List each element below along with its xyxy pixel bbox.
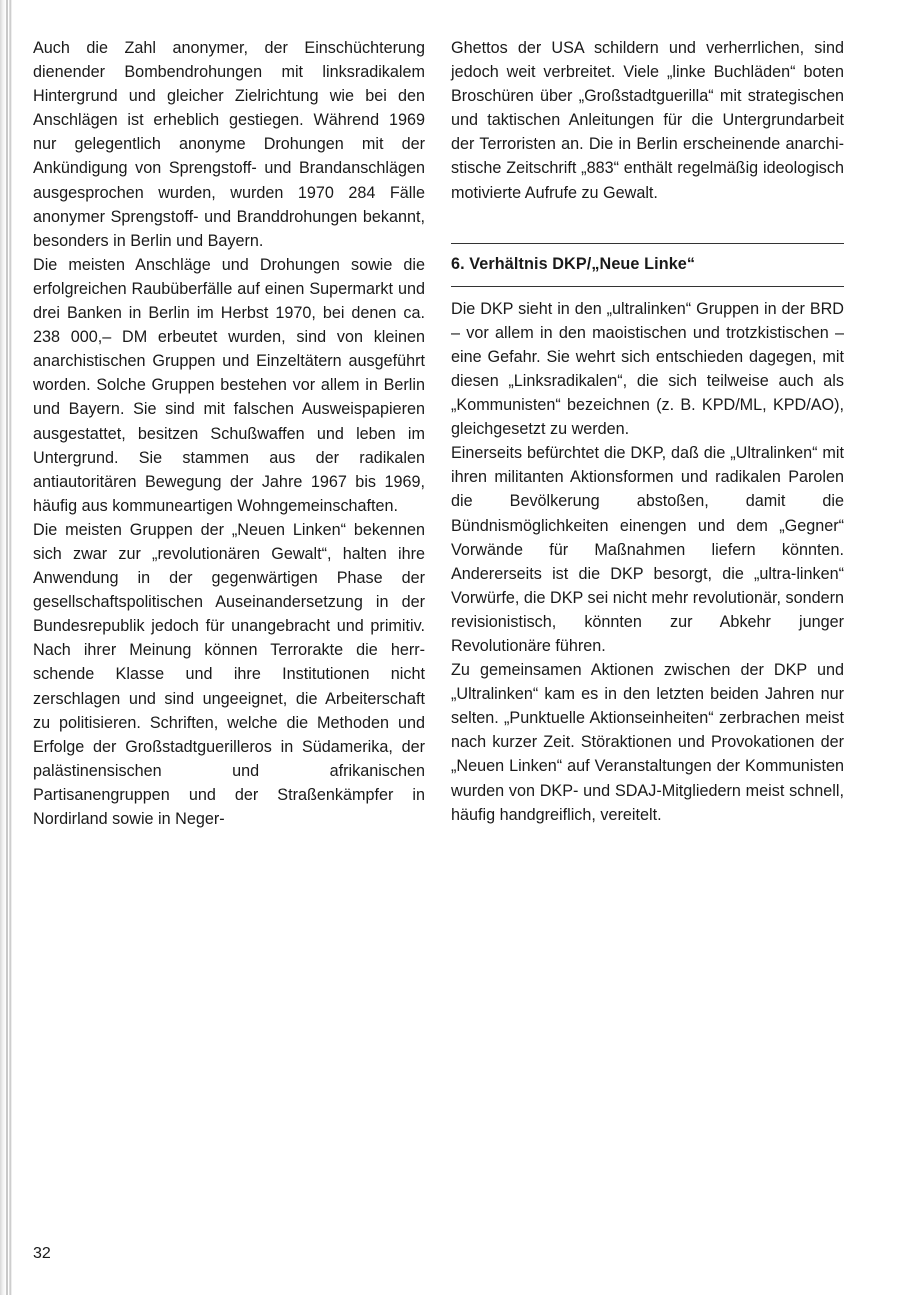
section-divider-bottom <box>451 286 844 287</box>
section-divider-top <box>451 243 844 244</box>
section-heading: 6. Verhältnis DKP/„Neue Linke“ <box>451 254 696 273</box>
right-intro-paragraph: Ghettos der USA schildern und verherrlichen, sind jedoch weit verbreitet. Viele „linke Buchläden“ boten Broschüren über „Großstadtguerilla“ mit strategischen und taktischen Anleitungen für die Untergrundarbeit der Terroristen an. Die in Berlin erscheinende anarchistische Zeitschrift „883“ enthält regelmäßig ideologisch motivierte Aufrufe zu Gewalt. <box>451 39 844 202</box>
left-paragraph-3: Die meisten Gruppen der „Neuen Linken“ bekennen sich zwar zur „revolutionären Gewalt“, halten ihre Anwendung in der gegenwärtigen Phase der gesellschaftspolitischen Auseinandersetzung in der Bundesrepublik jedoch für unangebracht und primitiv. Nach ihrer Meinung können Terrorakte die herrschende Klasse und ihre Institutionen nicht zerschlagen und sind ungeeignet, die Arbeiterschaft zu politisieren. Schriften, welche die Methoden und Erfolge der Großstadtguerilleros in Südamerika, der palästinensischen und afrikanischen Partisanengruppen und der Straßenkämpfer in Nordirland sowie in Neger- <box>33 520 425 828</box>
left-paragraph-2: Die meisten Anschläge und Drohungen sowie die erfolgreichen Raubüberfälle auf einen Supermarkt und drei Banken in Berlin im Herbst 1970, bei denen ca. 238 000,– DM erbeutet wurden, sind von kleinen anarchistischen Gruppen und Einzeltätern ausgeführt worden. Solche Gruppen bestehen vor allem in Berlin und Bayern. Sie sind mit falschen Ausweispapieren ausgestattet, besitzen Schußwaffen und leben im Untergrund. Sie stammen aus der radikalen antiautoritären Bewegung der Jahre 1967 bis 1969, häufig aus kommuneartigen Wohngemeinschaften. <box>33 255 425 515</box>
right-text-column <box>451 36 844 827</box>
right-paragraph-3: Zu gemeinsamen Aktionen zwischen der DKP und „Ultralinken“ kam es in den letzten beiden Jahren nur selten. „Punktuelle Aktionseinheiten“ zerbrachen meist nach kurzer Zeit. Störaktionen und Provokationen der „Neuen Linken“ auf Veranstaltungen der Kommunisten wurden von DKP- und SDAJ-Mitgliedern meist schnell, häufig handgreiflich, vereitelt. <box>451 661 844 824</box>
page-number: 32 <box>33 1245 51 1262</box>
left-text-column <box>33 36 425 831</box>
right-paragraph-1: Die DKP sieht in den „ultralinken“ Gruppen in der BRD – vor allem in den maoistischen und trotzkistischen – eine Gefahr. Sie wehrt sich entschieden dagegen, mit diesen „Linksradikalen“, die sich teilweise auch als „Kommunisten“ bezeichnen (z. B. KPD/ML, KPD/AO), gleichgesetzt zu werden. <box>451 299 844 439</box>
left-paragraph-1: Auch die Zahl anonymer, der Einschüchterung dienender Bombendrohungen mit linksradikalem Hintergrund und gleicher Zielrichtung wie bei den Anschlägen ist erheblich gestiegen. Während 1969 nur gelegentlich anonyme Drohungen mit der Ankündigung von Sprengstoff- und Brandanschlägen ausgesprochen wurden, wurden 1970 284 Fälle anonymer Sprengstoff- und Branddrohungen bekannt, besonders in Berlin und Bayern. <box>33 39 425 250</box>
right-paragraph-2: Einerseits befürchtet die DKP, daß die „Ultralinken“ mit ihren militanten Aktionsformen und radikalen Parolen die Bevölkerung abstoßen, damit die Bündnismöglichkeiten einengen und dem „Gegner“ Vorwände für Maßnahmen liefern könnten. Andererseits ist die DKP besorgt, die „ultra-linken“ Vorwürfe, die DKP sei nicht mehr revolutionär, sondern revisionistisch, könnten zur Abkehr junger Revolutionäre führen. <box>451 444 844 655</box>
page-binding-line <box>6 0 8 1295</box>
